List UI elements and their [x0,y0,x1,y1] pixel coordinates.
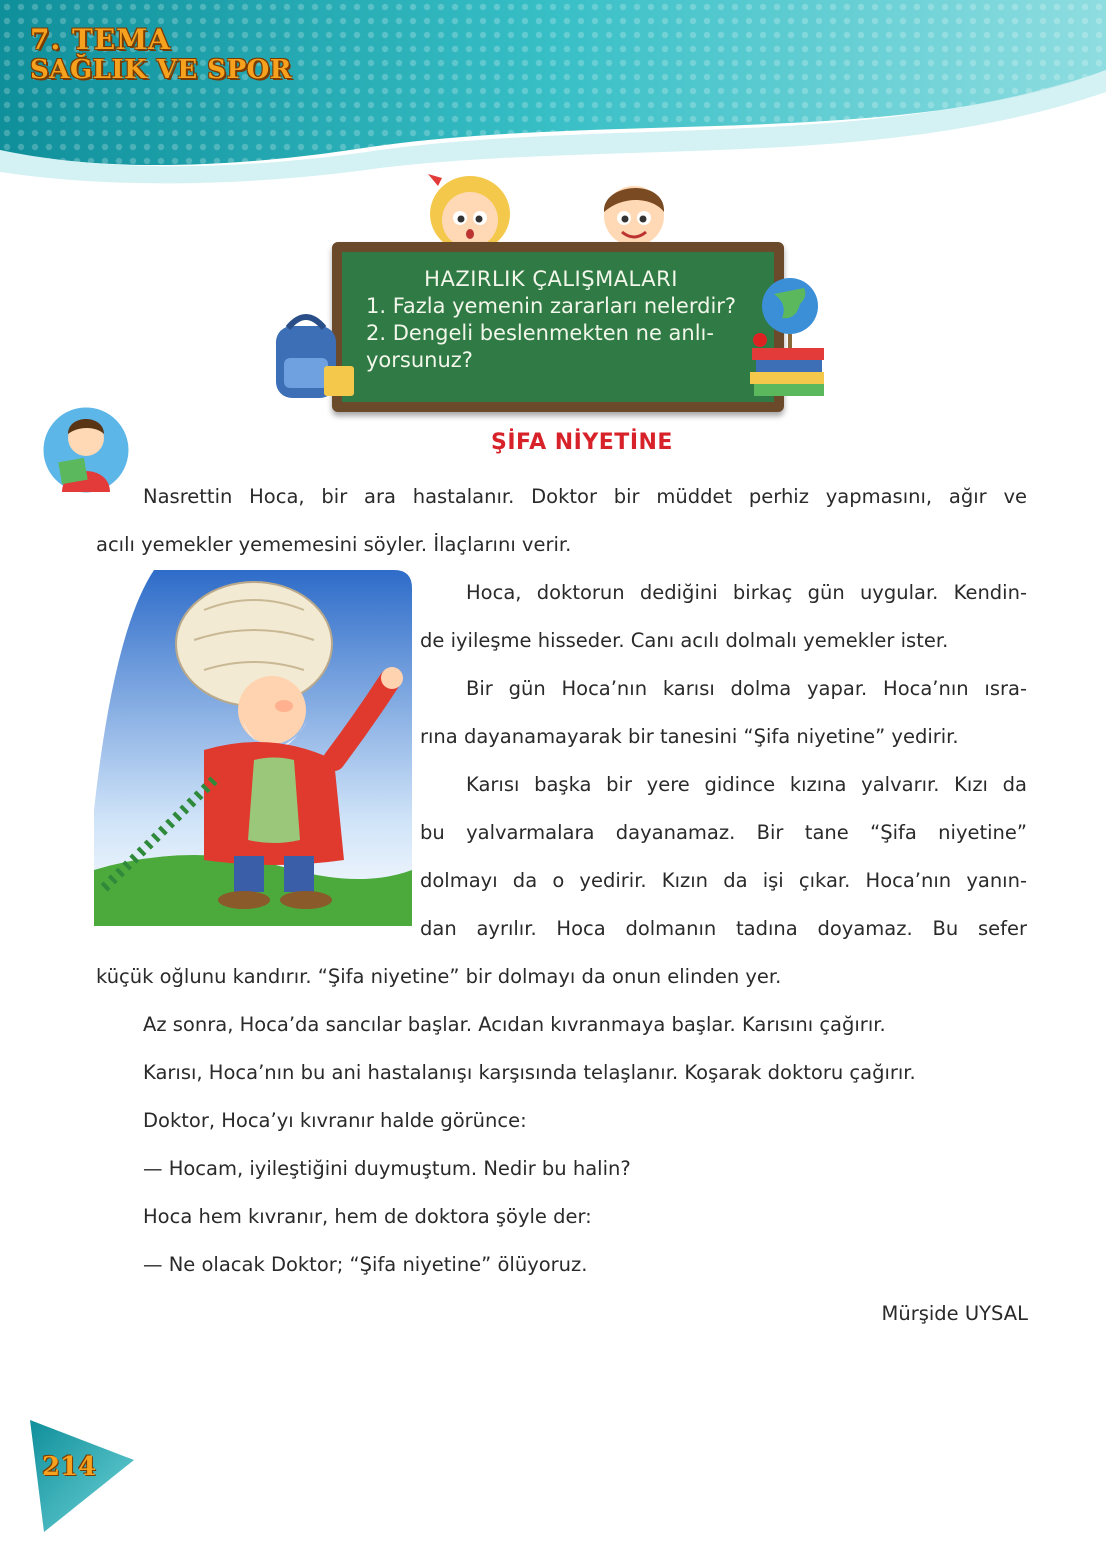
nasreddin-hoca-illustration [94,570,412,926]
story-title [0,430,1106,455]
story-line-14: Doktor, Hoca’yı kıvranır halde görünce: [143,1109,527,1132]
story-line-11: küçük oğlunu kandırır. “Şifa niyetine” bir dolmayı da onun elinden yer. [96,965,782,988]
board-question-2-cont: yorsunuz? [366,348,473,372]
story-line-17: — Ne olacak Doktor; “Şifa niyetine” ölüyoruz. [143,1253,588,1276]
backpack-illustration [266,306,366,406]
globe-books-illustration [738,274,838,404]
story-line-7: Karısı başka bir yere gidince kızına yalvarır. Kızı da [466,773,1027,796]
story-line-5: Bir gün Hoca’nın karısı dolma yapar. Hoca’nın ısra- [466,677,1027,700]
story-line-6: rına dayanamayarak bir tanesini “Şifa niyetine” yedirir. [420,725,959,748]
story-line-3: Hoca, doktorun dediğini birkaç gün uygular. Kendin- [466,581,1027,604]
story-line-15: — Hocam, iyileştiğini duymuştum. Nedir bu halin? [143,1157,631,1180]
theme-number: 7. TEMA [30,23,171,56]
boy-illustration [584,168,684,250]
story-line-9: dolmayı da o yedirir. Kızın da işi çıkar. Hoca’nın yanın- [420,869,1027,892]
chalkboard [332,242,784,412]
board-question-2: 2. Dengeli beslenmekten ne anlı- [366,321,714,345]
story-line-12: Az sonra, Hoca’da sancılar başlar. Acıdan kıvranmaya başlar. Karısını çağırır. [143,1013,886,1036]
board-title: HAZIRLIK ÇALIŞMALARI [424,267,678,291]
story-line-8: bu yalvarmalara dayanamaz. Bir tane “Şifa niyetine” [420,821,1027,844]
theme-title: SAĞLIK VE SPOR [30,55,292,86]
story-title-text: ŞİFA NİYETİNE [491,430,673,455]
author-name: Mürşide UYSAL [881,1302,1028,1325]
page-number-badge [30,1420,150,1540]
theme-label [30,24,292,86]
story-line-2: acılı yemekler yememesini söyler. İlaçlarını verir. [96,533,572,556]
story-line-4: de iyileşme hisseder. Canı acılı dolmalı yemekler ister. [420,629,949,652]
board-question-1: 1. Fazla yemenin zararları nelerdir? [366,294,737,318]
girl-illustration [420,168,520,250]
story-line-10: dan ayrılır. Hoca dolmanın tadına doyamaz. Bu sefer [420,917,1027,940]
page-number: 214 [42,1452,97,1482]
preparation-board [262,168,842,418]
story-line-1: Nasrettin Hoca, bir ara hastalanır. Doktor bir müddet perhiz yapmasını, ağır ve [143,485,1027,508]
story-line-13: Karısı, Hoca’nın bu ani hastalanışı karşısında telaşlanır. Koşarak doktoru çağırır. [143,1061,916,1084]
story-line-16: Hoca hem kıvranır, hem de doktora şöyle der: [143,1205,592,1228]
